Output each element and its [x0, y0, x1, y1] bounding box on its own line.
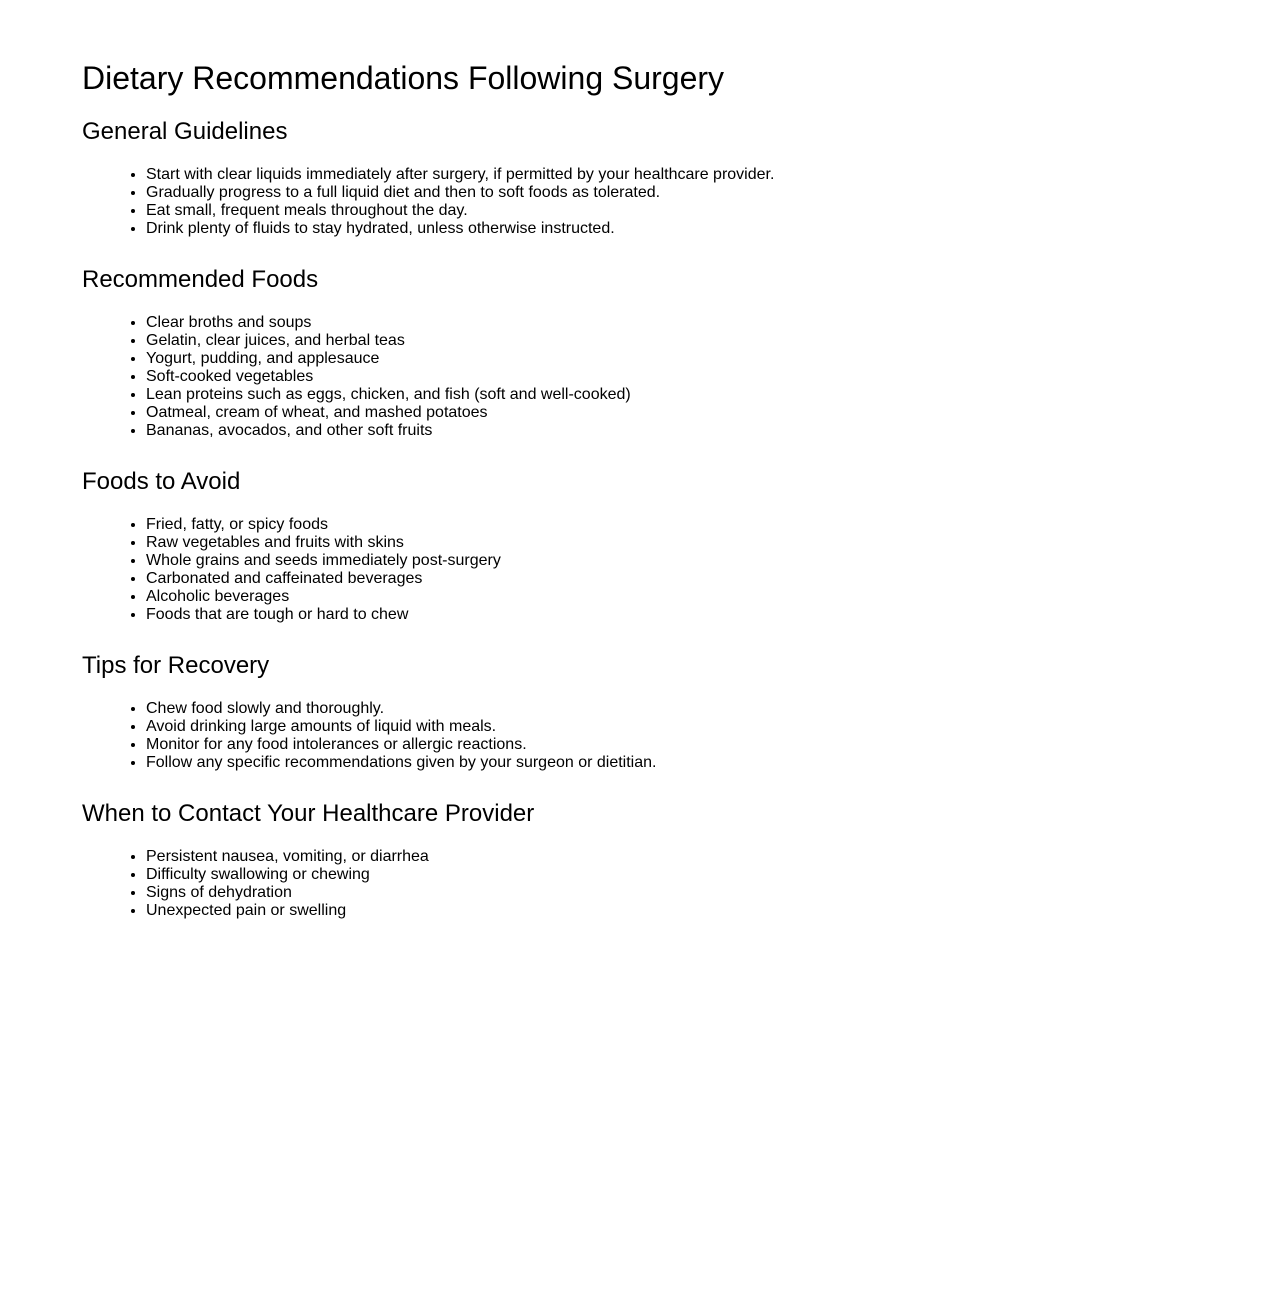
list-item: • Yogurt, pudding, and applesauce	[146, 350, 1278, 368]
list-item: • Monitor for any food intolerances or allergic reactions.	[146, 736, 1278, 754]
list-item: • Difficulty swallowing or chewing	[146, 866, 1278, 884]
list-item: • Bananas, avocados, and other soft fruits	[146, 422, 1278, 440]
list-item: • Signs of dehydration	[146, 884, 1278, 902]
bullet-list	[82, 314, 1278, 440]
list-item: • Carbonated and caffeinated beverages	[146, 570, 1278, 588]
section-heading: When to Contact Your Healthcare Provider	[82, 800, 535, 827]
list-item: • Avoid drinking large amounts of liquid with meals.	[146, 718, 1278, 736]
list-item: • Soft-cooked vegetables	[146, 368, 1278, 386]
list-item: • Gelatin, clear juices, and herbal teas	[146, 332, 1278, 350]
section-recommended-foods	[82, 264, 1278, 440]
list-item: • Gradually progress to a full liquid diet and then to soft foods as tolerated.	[146, 184, 1278, 202]
section-contact-provider	[82, 798, 1278, 920]
page-title: Dietary Recommendations Following Surgery	[82, 60, 725, 96]
list-item: • Follow any specific recommendations given by your surgeon or dietitian.	[146, 754, 1278, 772]
section-general-guidelines	[82, 116, 1278, 238]
bullet-list	[82, 166, 1278, 238]
bullet-list	[82, 848, 1278, 920]
list-item: • Chew food slowly and thoroughly.	[146, 700, 1278, 718]
section-heading: Recommended Foods	[82, 266, 319, 293]
list-item: • Eat small, frequent meals throughout the day.	[146, 202, 1278, 220]
section-heading: General Guidelines	[82, 118, 288, 145]
list-item: • Lean proteins such as eggs, chicken, and fish (soft and well-cooked)	[146, 386, 1278, 404]
section-foods-to-avoid	[82, 466, 1278, 624]
bullet-list	[82, 700, 1278, 772]
list-item: • Whole grains and seeds immediately post-surgery	[146, 552, 1278, 570]
list-item: • Fried, fatty, or spicy foods	[146, 516, 1278, 534]
list-item: • Clear broths and soups	[146, 314, 1278, 332]
bullet-list	[82, 516, 1278, 624]
list-item: • Drink plenty of fluids to stay hydrated, unless otherwise instructed.	[146, 220, 1278, 238]
list-item: • Raw vegetables and fruits with skins	[146, 534, 1278, 552]
list-item: • Foods that are tough or hard to chew	[146, 606, 1278, 624]
list-item: • Unexpected pain or swelling	[146, 902, 1278, 920]
list-item: • Start with clear liquids immediately after surgery, if permitted by your healthcare provider.	[146, 166, 1278, 184]
list-item: • Oatmeal, cream of wheat, and mashed potatoes	[146, 404, 1278, 422]
section-heading: Tips for Recovery	[82, 652, 270, 679]
list-item: • Alcoholic beverages	[146, 588, 1278, 606]
section-tips-for-recovery	[82, 650, 1278, 772]
section-heading: Foods to Avoid	[82, 468, 241, 495]
list-item: • Persistent nausea, vomiting, or diarrhea	[146, 848, 1278, 866]
